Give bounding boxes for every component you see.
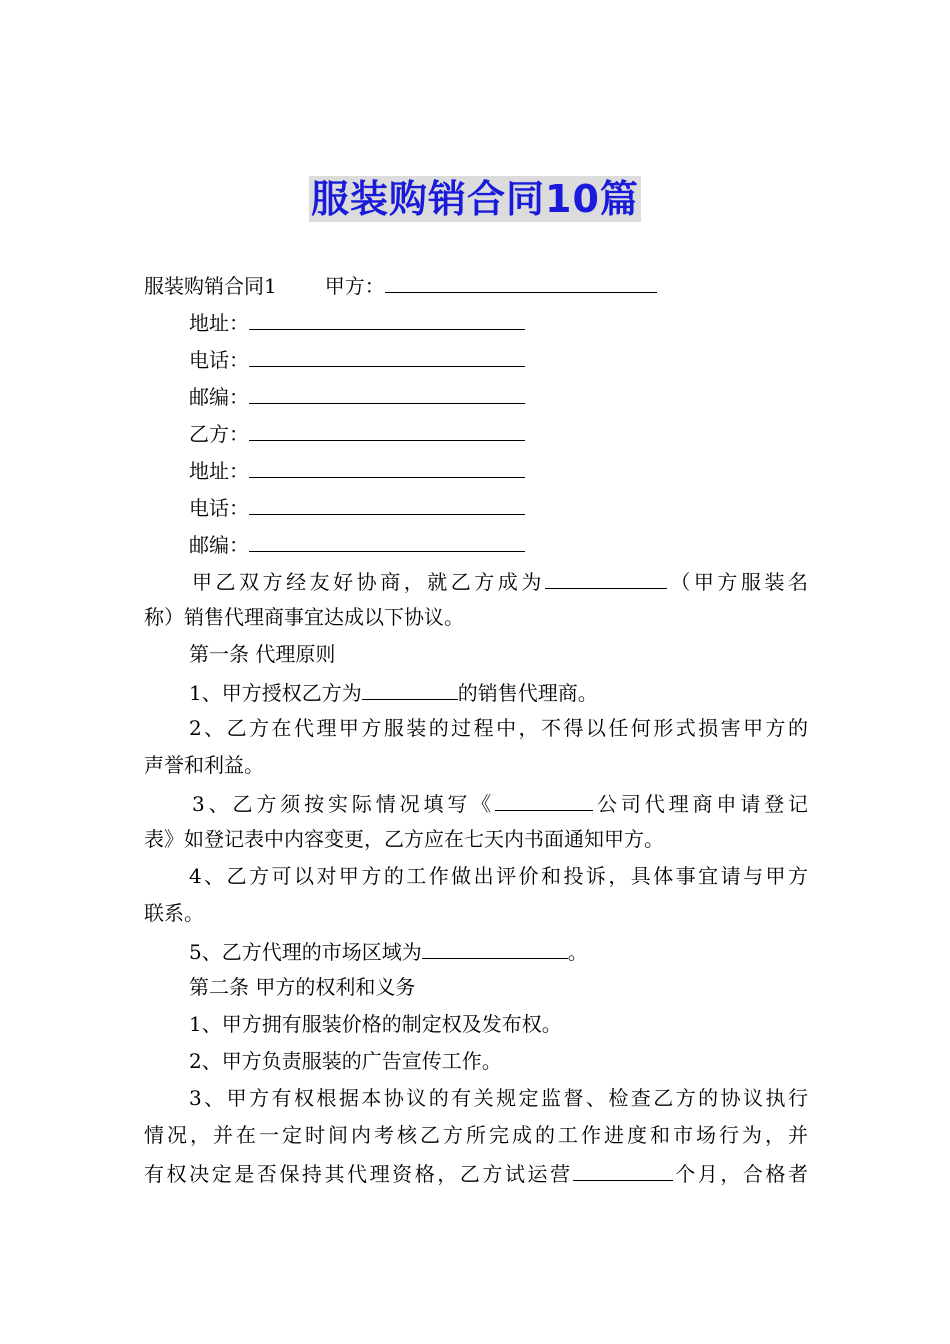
contract-body (144, 266, 808, 1191)
article-2-clause-3-cont: 情况，并在一定时间内考核乙方所完成的工作进度和市场行为，并 (144, 1123, 808, 1147)
article-2-clause-3: 3、甲方有权根据本协议的有关规定监督、检查乙方的协议执行 (189, 1086, 808, 1110)
field-label: 地址： (189, 459, 249, 483)
field-label: 邮编： (189, 385, 249, 409)
party-a-blank[interactable] (385, 266, 657, 293)
intro-line-2: 称）销售代理商事宜达成以下协议。 (144, 605, 464, 629)
agent-blank[interactable] (362, 673, 458, 700)
field-blank[interactable] (249, 303, 525, 330)
field-blank[interactable] (249, 377, 525, 404)
field-label: 电话： (189, 348, 249, 372)
clause-text: 的销售代理商。 (457, 681, 598, 705)
market-region-blank[interactable] (422, 932, 568, 959)
field-blank[interactable] (249, 340, 525, 367)
article-1-clause-1 (144, 673, 808, 710)
title-text: 服装购销合同10篇 (311, 177, 639, 221)
party-a-postcode (144, 377, 808, 414)
article-1-clause-4-cont: 联系。 (144, 901, 204, 925)
company-blank[interactable] (495, 784, 593, 811)
article-1-clause-3 (144, 784, 808, 821)
article-1-heading: 第一条 代理原则 (189, 642, 336, 666)
intro-text: （甲方服装名 (666, 570, 809, 594)
clause-text: 5、乙方代理的市场区域为 (189, 940, 422, 964)
party-b-line (144, 414, 808, 451)
field-blank[interactable] (249, 488, 525, 515)
article-1-clause-2: 2、乙方在代理甲方服装的过程中，不得以任何形式损害甲方的 (189, 716, 808, 740)
article-2-clause-1: 1、甲方拥有服装价格的制定权及发布权。 (189, 1012, 562, 1036)
clothing-name-blank[interactable] (545, 562, 667, 589)
clause-text: 3、乙方须按实际情况填写《 (192, 792, 496, 816)
clause-text: 个月，合格者 (672, 1162, 809, 1186)
article-1-clause-5 (144, 932, 808, 969)
intro-line-1 (144, 562, 808, 599)
party-b-postcode (144, 525, 808, 562)
article-1-clause-2-cont: 声誉和利益。 (144, 753, 264, 777)
party-b-phone (144, 488, 808, 525)
party-a-address (144, 303, 808, 340)
header-line (144, 266, 808, 303)
article-2-heading: 第二条 甲方的权利和义务 (189, 975, 416, 999)
party-a-phone (144, 340, 808, 377)
field-label: 电话： (189, 496, 249, 520)
field-blank[interactable] (249, 525, 525, 552)
party-b-blank[interactable] (249, 414, 525, 441)
contract-label: 服装购销合同1 (144, 274, 277, 298)
party-b-address (144, 451, 808, 488)
article-2-clause-3-cont-2 (144, 1154, 808, 1191)
clause-text: 有权决定是否保持其代理资格，乙方试运营 (144, 1162, 573, 1186)
article-1-clause-3-cont: 表》如登记表中内容变更，乙方应在七天内书面通知甲方。 (144, 827, 664, 851)
field-label: 邮编： (189, 533, 249, 557)
trial-months-blank[interactable] (573, 1154, 673, 1181)
document-title (0, 176, 950, 222)
party-a-label: 甲方： (324, 274, 385, 298)
clause-text: 公司代理商申请登记 (593, 792, 808, 816)
article-1-clause-4: 4、乙方可以对甲方的工作做出评价和投诉，具体事宜请与甲方 (189, 864, 808, 888)
clause-text: 1、甲方授权乙方为 (189, 681, 362, 705)
field-blank[interactable] (249, 451, 525, 478)
intro-text: 甲乙双方经友好协商，就乙方成为 (192, 570, 545, 594)
clause-text: 。 (567, 940, 588, 964)
field-label: 地址： (189, 311, 249, 335)
party-b-label: 乙方： (189, 422, 249, 446)
article-2-clause-2: 2、甲方负责服装的广告宣传工作。 (189, 1049, 502, 1073)
